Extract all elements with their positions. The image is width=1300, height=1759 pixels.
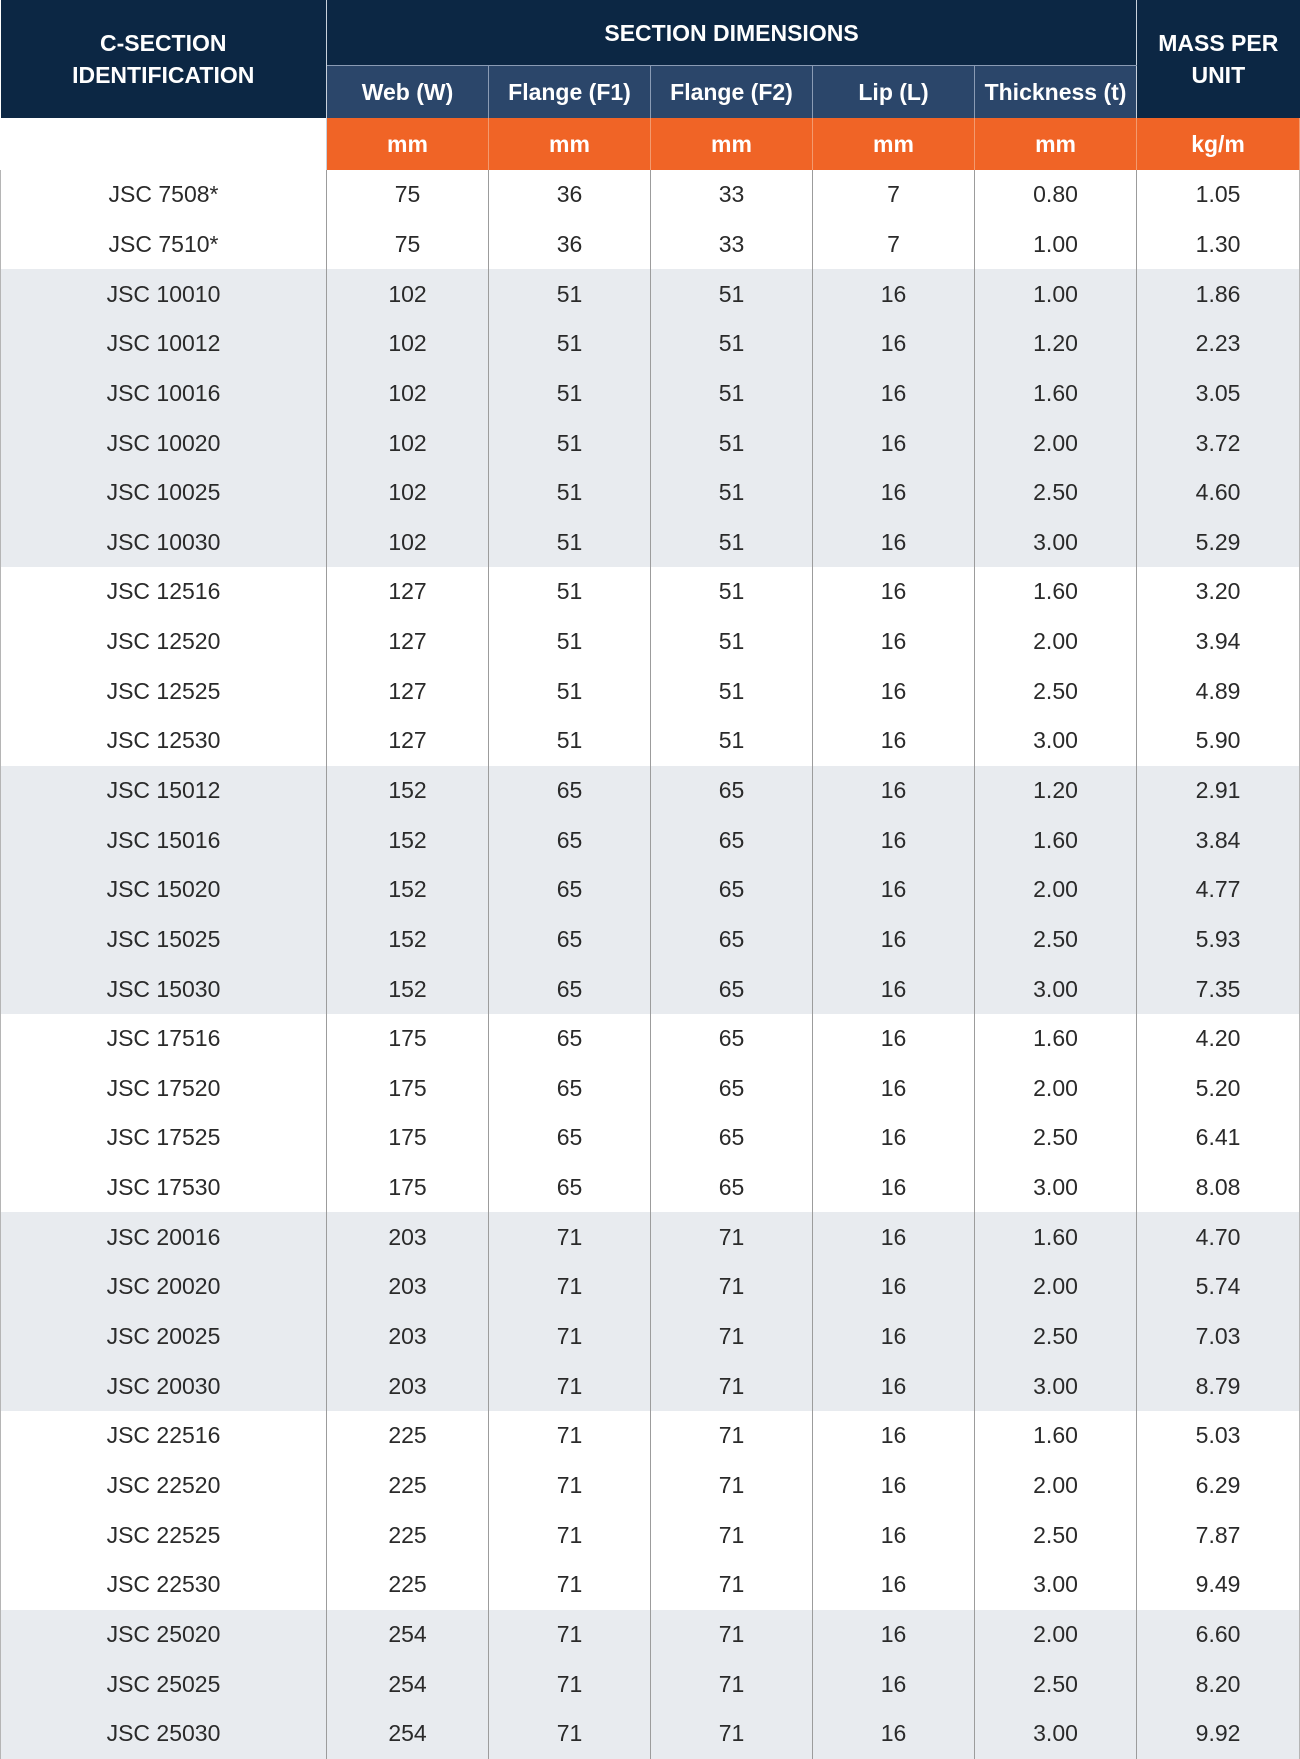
- cell-web: 152: [327, 964, 489, 1014]
- cell-thickness: 1.60: [975, 1014, 1137, 1064]
- cell-mass: 5.20: [1137, 1064, 1300, 1114]
- cell-flange-f1: 51: [489, 617, 651, 667]
- cell-identification: JSC 15025: [1, 915, 327, 965]
- cell-flange-f2: 51: [651, 517, 813, 567]
- cell-flange-f1: 71: [489, 1411, 651, 1461]
- header-lip: Lip (L): [813, 66, 975, 119]
- table-body: [1, 170, 1300, 1759]
- cell-thickness: 3.00: [975, 1361, 1137, 1411]
- cell-flange-f2: 51: [651, 468, 813, 518]
- cell-flange-f2: 71: [651, 1411, 813, 1461]
- cell-lip: 16: [813, 1014, 975, 1064]
- table-row: [1, 1212, 1300, 1262]
- table-row: [1, 220, 1300, 270]
- cell-flange-f1: 65: [489, 1163, 651, 1213]
- cell-lip: 16: [813, 418, 975, 468]
- cell-lip: 16: [813, 1610, 975, 1660]
- cell-identification: JSC 25025: [1, 1659, 327, 1709]
- cell-flange-f2: 65: [651, 1014, 813, 1064]
- cell-identification: JSC 12520: [1, 617, 327, 667]
- cell-flange-f1: 51: [489, 716, 651, 766]
- table-row: [1, 517, 1300, 567]
- cell-web: 254: [327, 1659, 489, 1709]
- cell-flange-f2: 71: [651, 1709, 813, 1759]
- cell-identification: JSC 25020: [1, 1610, 327, 1660]
- cell-flange-f1: 51: [489, 319, 651, 369]
- cell-web: 203: [327, 1212, 489, 1262]
- cell-identification: JSC 10010: [1, 269, 327, 319]
- cell-flange-f2: 65: [651, 915, 813, 965]
- table-row: [1, 1560, 1300, 1610]
- table-row: [1, 369, 1300, 419]
- header-mass-per-unit: MASS PER UNIT: [1137, 0, 1300, 118]
- cell-mass: 7.03: [1137, 1312, 1300, 1362]
- cell-flange-f2: 51: [651, 269, 813, 319]
- cell-identification: JSC 12516: [1, 567, 327, 617]
- cell-thickness: 1.60: [975, 1212, 1137, 1262]
- cell-web: 102: [327, 319, 489, 369]
- header-web: Web (W): [327, 66, 489, 119]
- cell-web: 175: [327, 1113, 489, 1163]
- cell-identification: JSC 7508*: [1, 170, 327, 220]
- cell-lip: 16: [813, 865, 975, 915]
- cell-identification: JSC 25030: [1, 1709, 327, 1759]
- cell-flange-f1: 51: [489, 269, 651, 319]
- cell-identification: JSC 20030: [1, 1361, 327, 1411]
- cell-thickness: 2.50: [975, 1659, 1137, 1709]
- cell-mass: 3.84: [1137, 815, 1300, 865]
- cell-flange-f1: 51: [489, 369, 651, 419]
- cell-thickness: 3.00: [975, 1709, 1137, 1759]
- cell-flange-f2: 71: [651, 1659, 813, 1709]
- cell-lip: 16: [813, 815, 975, 865]
- table-row: [1, 567, 1300, 617]
- table-row: [1, 617, 1300, 667]
- cell-thickness: 2.00: [975, 1064, 1137, 1114]
- cell-flange-f2: 71: [651, 1610, 813, 1660]
- cell-web: 102: [327, 468, 489, 518]
- cell-flange-f2: 71: [651, 1560, 813, 1610]
- cell-thickness: 1.20: [975, 319, 1137, 369]
- cell-mass: 9.92: [1137, 1709, 1300, 1759]
- cell-thickness: 2.00: [975, 865, 1137, 915]
- cell-flange-f2: 33: [651, 170, 813, 220]
- cell-mass: 8.79: [1137, 1361, 1300, 1411]
- cell-thickness: 3.00: [975, 964, 1137, 1014]
- cell-identification: JSC 17525: [1, 1113, 327, 1163]
- cell-flange-f2: 65: [651, 1163, 813, 1213]
- cell-mass: 7.87: [1137, 1510, 1300, 1560]
- cell-identification: JSC 15020: [1, 865, 327, 915]
- cell-web: 102: [327, 269, 489, 319]
- unit-web: mm: [327, 118, 489, 170]
- cell-identification: JSC 22516: [1, 1411, 327, 1461]
- cell-thickness: 2.50: [975, 915, 1137, 965]
- table-row: [1, 1163, 1300, 1213]
- cell-flange-f2: 51: [651, 716, 813, 766]
- cell-web: 127: [327, 567, 489, 617]
- table-row: [1, 170, 1300, 220]
- cell-web: 127: [327, 666, 489, 716]
- table-row: [1, 1461, 1300, 1511]
- table-row: [1, 1014, 1300, 1064]
- cell-identification: JSC 22530: [1, 1560, 327, 1610]
- unit-identification-blank: [1, 118, 327, 170]
- cell-flange-f2: 51: [651, 666, 813, 716]
- cell-lip: 16: [813, 468, 975, 518]
- cell-thickness: 1.60: [975, 815, 1137, 865]
- cell-web: 225: [327, 1510, 489, 1560]
- cell-flange-f1: 71: [489, 1361, 651, 1411]
- cell-flange-f2: 65: [651, 1113, 813, 1163]
- cell-lip: 16: [813, 1510, 975, 1560]
- cell-flange-f2: 71: [651, 1361, 813, 1411]
- cell-lip: 16: [813, 964, 975, 1014]
- table-row: [1, 1411, 1300, 1461]
- cell-lip: 16: [813, 1461, 975, 1511]
- cell-mass: 8.08: [1137, 1163, 1300, 1213]
- cell-thickness: 3.00: [975, 1560, 1137, 1610]
- cell-flange-f1: 71: [489, 1659, 651, 1709]
- cell-lip: 16: [813, 1064, 975, 1114]
- unit-flange-f1: mm: [489, 118, 651, 170]
- cell-mass: 4.77: [1137, 865, 1300, 915]
- cell-mass: 4.20: [1137, 1014, 1300, 1064]
- cell-lip: 16: [813, 915, 975, 965]
- cell-mass: 3.20: [1137, 567, 1300, 617]
- cell-mass: 2.23: [1137, 319, 1300, 369]
- table-row: [1, 1361, 1300, 1411]
- unit-flange-f2: mm: [651, 118, 813, 170]
- cell-flange-f1: 71: [489, 1262, 651, 1312]
- cell-identification: JSC 17520: [1, 1064, 327, 1114]
- table-header: [1, 0, 1300, 170]
- cell-thickness: 0.80: [975, 170, 1137, 220]
- cell-thickness: 2.50: [975, 666, 1137, 716]
- cell-web: 152: [327, 815, 489, 865]
- unit-mass: kg/m: [1137, 118, 1300, 170]
- table-row: [1, 964, 1300, 1014]
- table-row: [1, 1510, 1300, 1560]
- cell-identification: JSC 22525: [1, 1510, 327, 1560]
- cell-web: 152: [327, 766, 489, 816]
- cell-identification: JSC 10020: [1, 418, 327, 468]
- cell-thickness: 3.00: [975, 1163, 1137, 1213]
- cell-identification: JSC 12530: [1, 716, 327, 766]
- cell-lip: 16: [813, 1312, 975, 1362]
- table-row: [1, 666, 1300, 716]
- cell-mass: 4.70: [1137, 1212, 1300, 1262]
- cell-mass: 9.49: [1137, 1560, 1300, 1610]
- cell-flange-f1: 51: [489, 468, 651, 518]
- unit-thickness: mm: [975, 118, 1137, 170]
- cell-identification: JSC 20016: [1, 1212, 327, 1262]
- table-row: [1, 716, 1300, 766]
- cell-flange-f2: 33: [651, 220, 813, 270]
- header-identification: C-SECTION IDENTIFICATION: [1, 0, 327, 118]
- table-row: [1, 1610, 1300, 1660]
- cell-flange-f2: 65: [651, 766, 813, 816]
- cell-thickness: 2.50: [975, 1312, 1137, 1362]
- cell-flange-f1: 65: [489, 865, 651, 915]
- cell-identification: JSC 7510*: [1, 220, 327, 270]
- cell-thickness: 2.50: [975, 468, 1137, 518]
- cell-thickness: 1.60: [975, 567, 1137, 617]
- cell-flange-f1: 65: [489, 1113, 651, 1163]
- cell-mass: 5.29: [1137, 517, 1300, 567]
- cell-thickness: 2.00: [975, 617, 1137, 667]
- cell-flange-f1: 71: [489, 1312, 651, 1362]
- cell-identification: JSC 10025: [1, 468, 327, 518]
- cell-web: 75: [327, 220, 489, 270]
- cell-flange-f1: 71: [489, 1461, 651, 1511]
- cell-flange-f1: 51: [489, 567, 651, 617]
- cell-flange-f1: 51: [489, 517, 651, 567]
- cell-flange-f2: 71: [651, 1461, 813, 1511]
- cell-lip: 16: [813, 1262, 975, 1312]
- cell-thickness: 2.50: [975, 1510, 1137, 1560]
- cell-mass: 1.05: [1137, 170, 1300, 220]
- cell-web: 203: [327, 1262, 489, 1312]
- cell-flange-f1: 36: [489, 220, 651, 270]
- table-row: [1, 468, 1300, 518]
- cell-thickness: 1.00: [975, 269, 1137, 319]
- cell-identification: JSC 15016: [1, 815, 327, 865]
- cell-web: 102: [327, 517, 489, 567]
- cell-web: 175: [327, 1163, 489, 1213]
- cell-mass: 4.89: [1137, 666, 1300, 716]
- cell-flange-f1: 65: [489, 1064, 651, 1114]
- cell-mass: 5.90: [1137, 716, 1300, 766]
- cell-lip: 16: [813, 1212, 975, 1262]
- cell-web: 127: [327, 617, 489, 667]
- header-thickness: Thickness (t): [975, 66, 1137, 119]
- cell-mass: 3.72: [1137, 418, 1300, 468]
- cell-mass: 8.20: [1137, 1659, 1300, 1709]
- cell-flange-f2: 71: [651, 1212, 813, 1262]
- cell-web: 102: [327, 369, 489, 419]
- cell-web: 254: [327, 1709, 489, 1759]
- cell-web: 175: [327, 1064, 489, 1114]
- cell-flange-f2: 51: [651, 418, 813, 468]
- cell-identification: JSC 17530: [1, 1163, 327, 1213]
- cell-lip: 16: [813, 1560, 975, 1610]
- cell-flange-f2: 71: [651, 1262, 813, 1312]
- cell-thickness: 2.50: [975, 1113, 1137, 1163]
- cell-mass: 1.86: [1137, 269, 1300, 319]
- cell-lip: 16: [813, 269, 975, 319]
- cell-mass: 5.93: [1137, 915, 1300, 965]
- cell-flange-f2: 51: [651, 369, 813, 419]
- cell-web: 203: [327, 1361, 489, 1411]
- cell-identification: JSC 10016: [1, 369, 327, 419]
- cell-web: 75: [327, 170, 489, 220]
- cell-flange-f1: 71: [489, 1510, 651, 1560]
- cell-mass: 6.60: [1137, 1610, 1300, 1660]
- cell-lip: 16: [813, 319, 975, 369]
- cell-lip: 16: [813, 716, 975, 766]
- cell-flange-f1: 65: [489, 915, 651, 965]
- cell-lip: 7: [813, 170, 975, 220]
- cell-lip: 16: [813, 617, 975, 667]
- cell-flange-f2: 65: [651, 815, 813, 865]
- cell-thickness: 1.00: [975, 220, 1137, 270]
- table-row: [1, 418, 1300, 468]
- cell-lip: 16: [813, 1163, 975, 1213]
- cell-flange-f1: 71: [489, 1560, 651, 1610]
- cell-lip: 16: [813, 1113, 975, 1163]
- table-row: [1, 865, 1300, 915]
- cell-lip: 16: [813, 766, 975, 816]
- cell-web: 175: [327, 1014, 489, 1064]
- cell-web: 203: [327, 1312, 489, 1362]
- table-row: [1, 915, 1300, 965]
- header-section-dimensions: SECTION DIMENSIONS: [327, 0, 1137, 66]
- cell-mass: 3.94: [1137, 617, 1300, 667]
- cell-identification: JSC 10012: [1, 319, 327, 369]
- cell-identification: JSC 15012: [1, 766, 327, 816]
- cell-identification: JSC 22520: [1, 1461, 327, 1511]
- cell-mass: 6.29: [1137, 1461, 1300, 1511]
- cell-web: 152: [327, 865, 489, 915]
- cell-identification: JSC 17516: [1, 1014, 327, 1064]
- cell-identification: JSC 10030: [1, 517, 327, 567]
- table-row: [1, 1262, 1300, 1312]
- cell-flange-f1: 71: [489, 1709, 651, 1759]
- cell-thickness: 1.60: [975, 1411, 1137, 1461]
- table-row: [1, 1312, 1300, 1362]
- cell-lip: 16: [813, 1361, 975, 1411]
- cell-lip: 7: [813, 220, 975, 270]
- header-flange-f2: Flange (F2): [651, 66, 813, 119]
- cell-thickness: 2.00: [975, 1262, 1137, 1312]
- cell-flange-f1: 65: [489, 1014, 651, 1064]
- cell-identification: JSC 20025: [1, 1312, 327, 1362]
- table-row: [1, 319, 1300, 369]
- cell-thickness: 2.00: [975, 1610, 1137, 1660]
- cell-flange-f2: 65: [651, 1064, 813, 1114]
- cell-flange-f1: 36: [489, 170, 651, 220]
- cell-thickness: 1.20: [975, 766, 1137, 816]
- cell-identification: JSC 15030: [1, 964, 327, 1014]
- cell-lip: 16: [813, 1709, 975, 1759]
- cell-mass: 5.03: [1137, 1411, 1300, 1461]
- cell-flange-f2: 65: [651, 964, 813, 1014]
- cell-thickness: 3.00: [975, 517, 1137, 567]
- table-row: [1, 1659, 1300, 1709]
- cell-flange-f2: 71: [651, 1510, 813, 1560]
- cell-lip: 16: [813, 517, 975, 567]
- cell-web: 254: [327, 1610, 489, 1660]
- cell-flange-f2: 71: [651, 1312, 813, 1362]
- table-row: [1, 1064, 1300, 1114]
- cell-flange-f1: 71: [489, 1610, 651, 1660]
- cell-flange-f2: 51: [651, 567, 813, 617]
- cell-lip: 16: [813, 666, 975, 716]
- cell-flange-f1: 71: [489, 1212, 651, 1262]
- table-row: [1, 269, 1300, 319]
- cell-lip: 16: [813, 1659, 975, 1709]
- unit-lip: mm: [813, 118, 975, 170]
- cell-mass: 6.41: [1137, 1113, 1300, 1163]
- table-row: [1, 766, 1300, 816]
- cell-thickness: 2.00: [975, 418, 1137, 468]
- cell-flange-f1: 51: [489, 666, 651, 716]
- cell-mass: 7.35: [1137, 964, 1300, 1014]
- cell-mass: 3.05: [1137, 369, 1300, 419]
- cell-mass: 1.30: [1137, 220, 1300, 270]
- cell-flange-f1: 65: [489, 815, 651, 865]
- cell-flange-f2: 65: [651, 865, 813, 915]
- cell-lip: 16: [813, 1411, 975, 1461]
- header-flange-f1: Flange (F1): [489, 66, 651, 119]
- cell-flange-f1: 51: [489, 418, 651, 468]
- cell-mass: 2.91: [1137, 766, 1300, 816]
- table-row: [1, 1709, 1300, 1759]
- cell-flange-f2: 51: [651, 319, 813, 369]
- cell-thickness: 3.00: [975, 716, 1137, 766]
- cell-thickness: 1.60: [975, 369, 1137, 419]
- table-row: [1, 1113, 1300, 1163]
- cell-flange-f1: 65: [489, 766, 651, 816]
- cell-mass: 5.74: [1137, 1262, 1300, 1312]
- cell-identification: JSC 12525: [1, 666, 327, 716]
- cell-web: 127: [327, 716, 489, 766]
- cell-web: 225: [327, 1461, 489, 1511]
- cell-lip: 16: [813, 567, 975, 617]
- cell-identification: JSC 20020: [1, 1262, 327, 1312]
- cell-mass: 4.60: [1137, 468, 1300, 518]
- cell-web: 102: [327, 418, 489, 468]
- cell-thickness: 2.00: [975, 1461, 1137, 1511]
- cell-flange-f1: 65: [489, 964, 651, 1014]
- cell-lip: 16: [813, 369, 975, 419]
- cell-web: 225: [327, 1560, 489, 1610]
- cell-web: 152: [327, 915, 489, 965]
- cell-flange-f2: 51: [651, 617, 813, 667]
- table-row: [1, 815, 1300, 865]
- cell-web: 225: [327, 1411, 489, 1461]
